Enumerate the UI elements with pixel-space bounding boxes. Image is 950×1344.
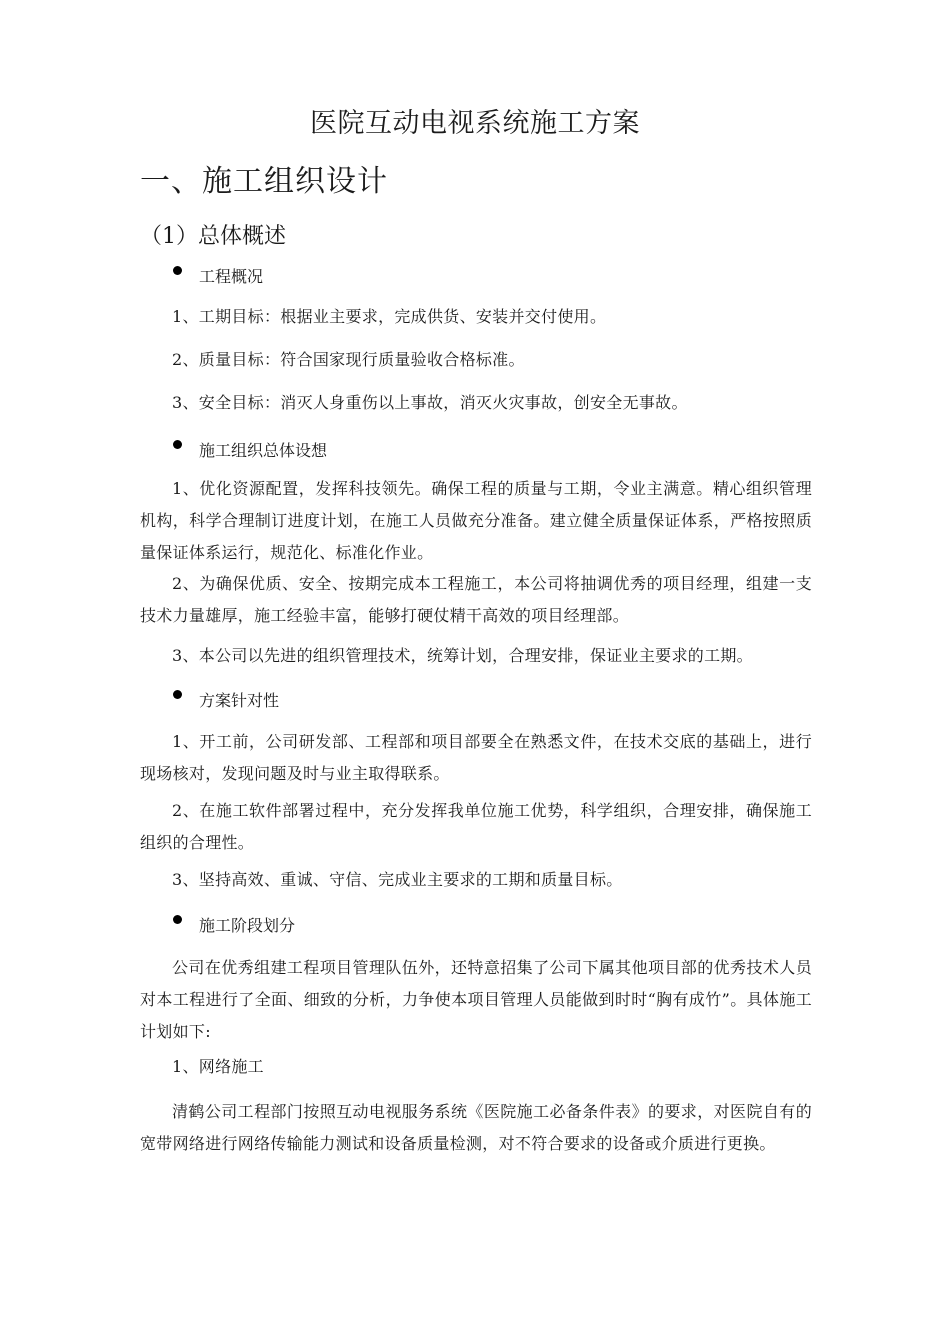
paragraph: 3、本公司以先进的组织管理技术，统筹计划，合理安排，保证业主要求的工期。 <box>172 646 753 665</box>
subsection-heading: （1）总体概述 <box>140 224 286 249</box>
paragraph: 清鹤公司工程部门按照互动电视服务系统《医院施工必备条件表》的要求，对医院自有的宽带网络进行网络传输能力测试和设备质量检测，对不符合要求的设备或介质进行更换。 <box>140 1102 812 1153</box>
paragraph: 公司在优秀组建工程项目管理队伍外，还特意招集了公司下属其他项目部的优秀技术人员对本工程进行了全面、细致的分析，力争使本项目管理人员能做到时时“胸有成竹”。具体施工计划如下: <box>140 958 812 1041</box>
paragraph: 1、优化资源配置，发挥科技领先。确保工程的质量与工期，令业主满意。精心组织管理机构，科学合理制订进度计划，在施工人员做充分准备。建立健全质量保证体系，严格按照质量保证体系运行，规范化、标准化作业。 <box>140 479 812 562</box>
section-heading: 一、施工组织设计 <box>140 164 388 199</box>
paragraph: 1、开工前，公司研发部、工程部和项目部要全在熟悉文件，在技术交底的基础上，进行现场核对，发现问题及时与业主取得联系。 <box>140 732 812 783</box>
bullet-dot-icon <box>173 690 182 699</box>
bullet-label: 方案针对性 <box>199 691 280 710</box>
bullet-dot-icon <box>173 440 182 449</box>
paragraph: 1、网络施工 <box>172 1057 264 1076</box>
bullet-label: 工程概况 <box>199 267 264 286</box>
paragraph: 1、工期目标：根据业主要求，完成供货、安装并交付使用。 <box>172 307 607 326</box>
paragraph: 3、安全目标：消灭人身重伤以上事故，消灭火灾事故，创安全无事故。 <box>172 393 688 412</box>
bullet-label: 施工阶段划分 <box>199 916 296 935</box>
bullet-label: 施工组织总体设想 <box>199 441 328 460</box>
bullet-dot-icon <box>173 915 182 924</box>
paragraph: 3、坚持高效、重诚、守信、完成业主要求的工期和质量目标。 <box>172 870 623 889</box>
paragraph: 2、在施工软件部署过程中，充分发挥我单位施工优势，科学组织，合理安排，确保施工组织的合理性。 <box>140 801 812 852</box>
bullet-dot-icon <box>173 266 182 275</box>
paragraph: 2、为确保优质、安全、按期完成本工程施工，本公司将抽调优秀的项目经理，组建一支技术力量雄厚，施工经验丰富，能够打硬仗精干高效的项目经理部。 <box>140 574 812 625</box>
paragraph: 2、质量目标：符合国家现行质量验收合格标准。 <box>172 350 525 369</box>
document-title: 医院互动电视系统施工方案 <box>310 108 640 139</box>
